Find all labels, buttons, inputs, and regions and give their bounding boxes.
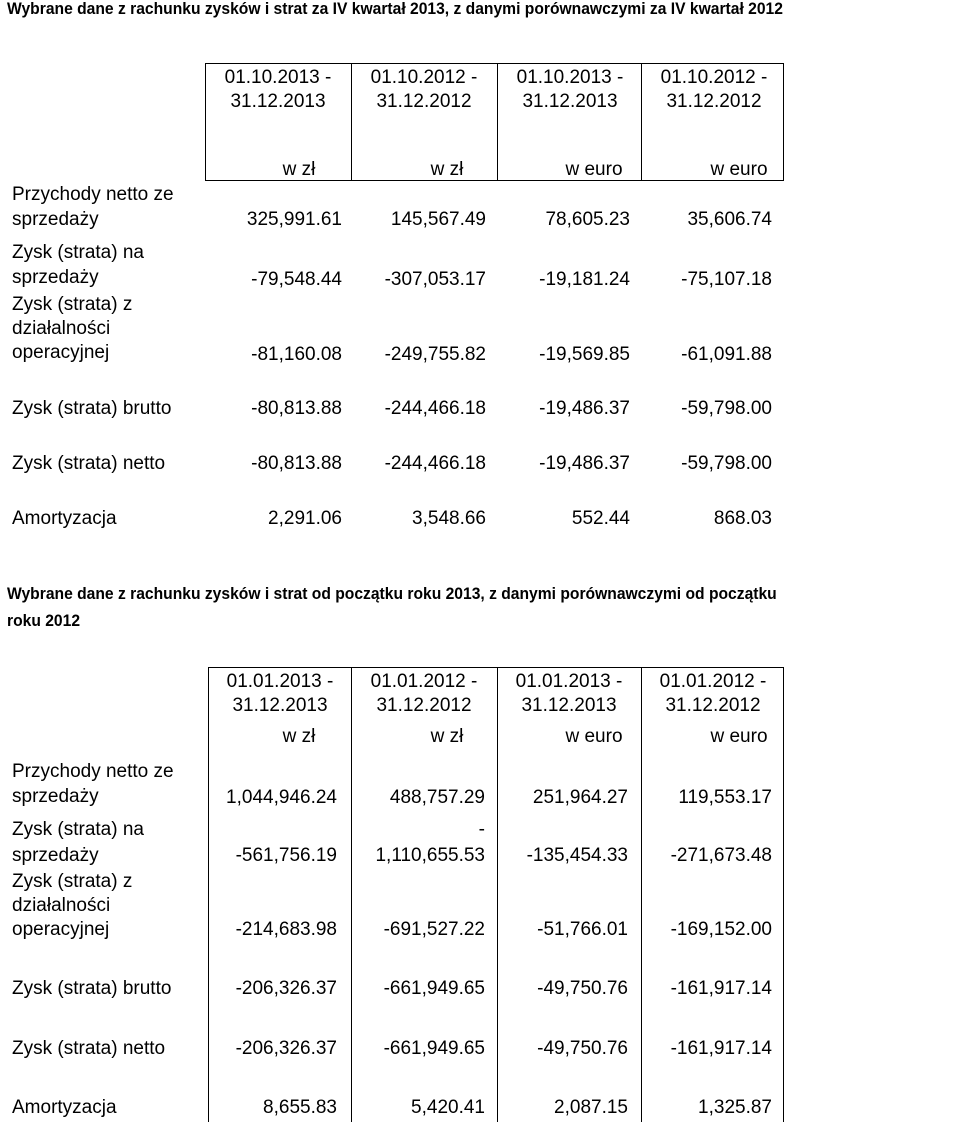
row-label: operacyjnej <box>12 919 110 940</box>
table-cell: -561,756.19 <box>235 845 337 866</box>
grid-line <box>641 63 642 181</box>
table-cell: -249,755.82 <box>384 344 486 365</box>
grid-line <box>205 63 206 181</box>
table2-title <box>7 581 777 634</box>
table-cell: 5,420.41 <box>411 1097 485 1118</box>
table1-unit-pln: w zł <box>430 159 464 180</box>
table-cell: -307,053.17 <box>384 269 486 290</box>
grid-line <box>208 667 209 1122</box>
table-cell: -19,486.37 <box>539 398 630 419</box>
grid-line <box>497 667 498 1122</box>
table1-title: Wybrane dane z rachunku zysków i strat za IV kwartał 2013, z danymi porównawczymi za IV kwartał 2012 <box>7 0 783 18</box>
header-date-from: 01.01.2013 - <box>515 671 623 692</box>
table-cell: 119,553.17 <box>678 787 772 808</box>
table-cell: -271,673.48 <box>670 845 772 866</box>
table-cell: -19,181.24 <box>539 269 630 290</box>
header-date-to: 31.12.2013 <box>230 91 326 112</box>
header-date-from: 01.01.2012 - <box>659 671 767 692</box>
grid-line <box>641 667 642 1122</box>
table-cell: -79,548.44 <box>251 269 342 290</box>
header-date-to: 31.12.2012 <box>665 695 761 716</box>
table-cell: 8,655.83 <box>263 1097 337 1118</box>
title-line: Wybrane dane z rachunku zysków i strat od początku roku 2013, z danymi porównawczymi od początku <box>7 584 777 603</box>
row-label: działalności <box>12 895 111 916</box>
table-cell: -206,326.37 <box>235 1038 337 1059</box>
table-cell: 78,605.23 <box>545 209 630 230</box>
table-cell: 2,291.06 <box>268 508 342 529</box>
table-cell: -244,466.18 <box>384 398 486 419</box>
table-cell: -661,949.65 <box>383 1038 485 1059</box>
row-label: Amortyzacja <box>12 1097 117 1118</box>
header-date-to: 31.12.2012 <box>666 91 762 112</box>
table-cell: -206,326.37 <box>235 978 337 999</box>
row-label: Zysk (strata) brutto <box>12 978 172 999</box>
row-label: Przychody netto ze <box>12 184 174 205</box>
table-cell: -49,750.76 <box>537 1038 628 1059</box>
table-cell: -19,486.37 <box>539 453 630 474</box>
table-cell: 251,964.27 <box>532 787 628 808</box>
row-label: sprzedaży <box>12 845 99 866</box>
table-cell: 325,991.61 <box>246 209 342 230</box>
table2-unit-pln: w zł <box>282 726 316 747</box>
table1-unit-eur: w euro <box>565 159 623 180</box>
header-date-from: 01.01.2013 - <box>226 671 334 692</box>
table-cell: -161,917.14 <box>670 1038 772 1059</box>
table-cell: 488,757.29 <box>389 787 485 808</box>
row-label: operacyjnej <box>12 342 110 363</box>
table-cell: -51,766.01 <box>537 919 628 940</box>
table-cell: -61,091.88 <box>681 344 772 365</box>
table-cell: 868.03 <box>713 508 772 529</box>
table-cell: 1,325.87 <box>698 1097 772 1118</box>
header-date-from: 01.10.2013 - <box>516 67 624 88</box>
grid-line <box>351 667 352 1122</box>
row-label: Zysk (strata) brutto <box>12 398 172 419</box>
header-date-from: 01.10.2012 - <box>660 67 768 88</box>
row-label: Przychody netto ze <box>12 761 174 782</box>
row-label: Zysk (strata) netto <box>12 453 166 474</box>
table-cell: -81,160.08 <box>251 344 342 365</box>
row-label: Amortyzacja <box>12 508 117 529</box>
table-cell: - <box>478 819 485 840</box>
table2-unit-eur: w euro <box>710 726 768 747</box>
table-cell: -661,949.65 <box>383 978 485 999</box>
row-label: działalności <box>12 318 111 339</box>
table2-unit-pln: w zł <box>430 726 464 747</box>
table-cell: -19,569.85 <box>539 344 630 365</box>
table-cell: -161,917.14 <box>670 978 772 999</box>
header-date-to: 31.12.2012 <box>376 695 472 716</box>
table-cell: -80,813.88 <box>251 398 342 419</box>
header-date-to: 31.12.2013 <box>522 91 618 112</box>
row-label: sprzedaży <box>12 786 99 807</box>
header-date-from: 01.10.2012 - <box>370 67 478 88</box>
row-label: sprzedaży <box>12 267 99 288</box>
title-line: roku 2012 <box>7 611 81 630</box>
row-label: Zysk (strata) z <box>12 871 133 892</box>
table-cell: -59,798.00 <box>681 453 772 474</box>
table-cell: 2,087.15 <box>554 1097 628 1118</box>
table2-unit-eur: w euro <box>565 726 623 747</box>
table-cell: -59,798.00 <box>681 398 772 419</box>
header-date-to: 31.12.2012 <box>376 91 472 112</box>
header-date-to: 31.12.2013 <box>521 695 617 716</box>
header-date-to: 31.12.2013 <box>232 695 328 716</box>
table-cell: -49,750.76 <box>537 978 628 999</box>
table-cell: 145,567.49 <box>390 209 486 230</box>
header-date-from: 01.10.2013 - <box>224 67 332 88</box>
row-label: Zysk (strata) netto <box>12 1038 166 1059</box>
row-label: Zysk (strata) na <box>12 242 144 263</box>
table-cell: -75,107.18 <box>681 269 772 290</box>
table-cell: 3,548.66 <box>412 508 486 529</box>
row-label: Zysk (strata) na <box>12 819 144 840</box>
header-date-from: 01.01.2012 - <box>370 671 478 692</box>
table-cell: -244,466.18 <box>384 453 486 474</box>
table-cell: -169,152.00 <box>670 919 772 940</box>
table-cell: -135,454.33 <box>526 845 628 866</box>
table-cell: -691,527.22 <box>383 919 485 940</box>
table-cell: -80,813.88 <box>251 453 342 474</box>
table1-unit-pln: w zł <box>282 159 316 180</box>
grid-line <box>351 63 352 181</box>
table1-unit-eur: w euro <box>710 159 768 180</box>
grid-line <box>208 667 784 668</box>
grid-line <box>783 63 784 181</box>
table-cell: -214,683.98 <box>235 919 337 940</box>
grid-line <box>205 180 784 181</box>
row-label: Zysk (strata) z <box>12 294 133 315</box>
row-label: sprzedaży <box>12 209 99 230</box>
grid-line <box>205 63 784 64</box>
table-cell: 35,606.74 <box>687 209 772 230</box>
grid-line <box>783 667 784 1122</box>
grid-line <box>497 63 498 181</box>
table-cell: 1,044,946.24 <box>226 787 337 808</box>
table-cell: 552.44 <box>571 508 630 529</box>
table-cell: 1,110,655.53 <box>375 845 485 866</box>
